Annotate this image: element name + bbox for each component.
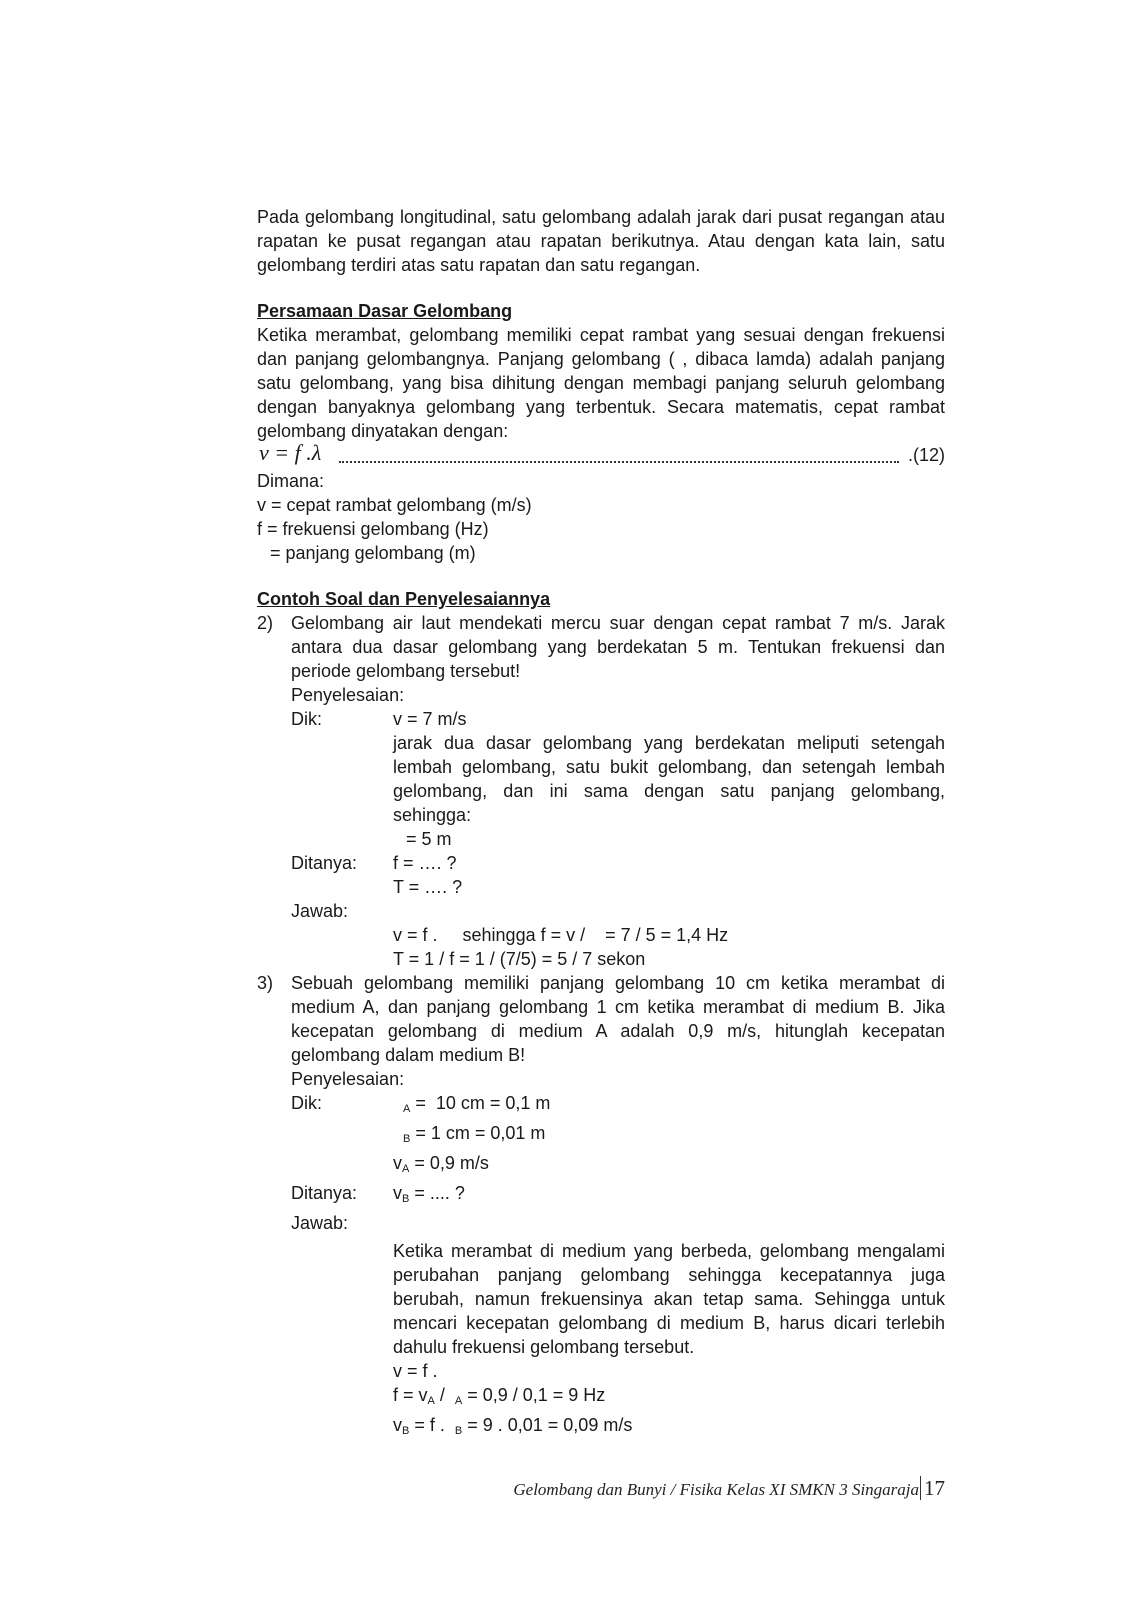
- dik-row: [291, 707, 945, 851]
- page-content: [257, 205, 945, 1443]
- dik-lambda-b: $_B$ = 1 cm = 0,01 m: [403, 1123, 546, 1145]
- penyelesaian-label: Penyelesaian:: [291, 685, 405, 705]
- spacer: [257, 277, 945, 299]
- example-question: Gelombang air laut mendekati mercu suar dengan cepat rambat 7 m/s. Jarak antara dua dasar gelombang yang berdekatan 5 m. Tentukan frekuensi dan periode gelombang tersebut!: [291, 613, 945, 681]
- jawab-eq-1: v = f .: [393, 1361, 438, 1381]
- spacer: [257, 565, 945, 587]
- dik-label: Dik:: [291, 1093, 322, 1113]
- dik-va: $v_A = 0,9$ m/s: [393, 1153, 489, 1175]
- jawab-eq-3: $v_B = f$ . $_B$ = 9 . 0,01 = 0,09 m/s: [393, 1415, 633, 1437]
- ditanya-label: Ditanya:: [291, 1183, 358, 1203]
- jawab-step-2: T = 1 / f = 1 / (7/5) = 5 / 7 sekon: [393, 949, 646, 969]
- intro-paragraph: Pada gelombang longitudinal, satu gelombang adalah jarak dari pusat regangan atau rapatan ke pusat regangan atau rapatan berikutnya. Atau dengan kata lain, satu gelombang terdiri atas satu rapatan dan satu regangan.: [257, 207, 945, 275]
- jawab-explanation: Ketika merambat di medium yang berbeda, gelombang mengalami perubahan panjang gelombang sehingga kecepatannya juga berubah, namun frekuensinya akan tetap sama. Sehingga untuk mencari kecepatan gelombang di medium B, harus dicari terlebih dahulu frekuensi gelombang tersebut.: [393, 1241, 945, 1357]
- dik-lambda-value: = 5 m: [406, 829, 452, 849]
- ditanya-label: Ditanya:: [291, 853, 358, 873]
- formula-expression: v = f .λ: [259, 440, 322, 465]
- example-3: [257, 971, 945, 1443]
- dik-value: v = 7 m/s: [393, 709, 467, 729]
- example-number: 3): [257, 973, 274, 993]
- section-heading-contoh: Contoh Soal dan Penyelesaiannya: [257, 589, 551, 609]
- page-footer: [257, 1476, 945, 1501]
- formula-leader-dots: [339, 447, 899, 463]
- footer-text: Gelombang dan Bunyi / Fisika Kelas XI SMKN 3 Singaraja: [513, 1480, 919, 1499]
- jawab-step-1: v = f . sehingga f = v / = 7 / 5 = 1,4 Hz: [393, 925, 729, 945]
- ditanya-row: [291, 851, 945, 899]
- section-body-persamaan: Ketika merambat, gelombang memiliki cepat rambat yang sesuai dengan frekuensi dan panjang gelombangnya. Panjang gelombang ( , dibaca lamda) adalah panjang satu gelombang, yang bisa dihitung dengan membagi panjang seluruh gelombang dengan banyaknya gelombang yang terbentuk. Secara matematis, cepat rambat gelombang dinyatakan dengan:: [257, 325, 945, 441]
- formula-number: .(12): [907, 445, 945, 465]
- page-number: 17: [920, 1476, 945, 1500]
- jawab-eq-2: $f = v_A / _A = 0,9 / 0,1 = 9$ Hz: [393, 1385, 606, 1407]
- definition-f: f = frekuensi gelombang (Hz): [257, 519, 489, 539]
- ditanya-f: f = …. ?: [393, 853, 457, 873]
- jawab-label: Jawab:: [291, 901, 349, 921]
- formula-line: [257, 441, 945, 469]
- definition-v: v = cepat rambat gelombang (m/s): [257, 495, 532, 515]
- dik-lambda-a: $_A$ = 10 cm = 0,1 m: [403, 1093, 551, 1115]
- section-heading-persamaan: Persamaan Dasar Gelombang: [257, 301, 513, 321]
- dimana-label: Dimana:: [257, 471, 325, 491]
- ditanya-row: [291, 1181, 945, 1211]
- example-2: [257, 611, 945, 971]
- dik-row: [291, 1091, 945, 1181]
- example-number: 2): [257, 613, 274, 633]
- jawab-row: [291, 923, 945, 971]
- example-question: Sebuah gelombang memiliki panjang gelombang 10 cm ketika merambat di medium A, dan panjang gelombang 1 cm ketika merambat di medium B. Jika kecepatan gelombang di medium A adalah 0,9 m/s, hitunglah kecepatan gelombang dalam medium B!: [291, 973, 945, 1065]
- dik-label: Dik:: [291, 709, 322, 729]
- penyelesaian-label: Penyelesaian:: [291, 1069, 405, 1089]
- ditanya-vb: $v_B$ = .... ?: [393, 1183, 465, 1205]
- dik-explanation: jarak dua dasar gelombang yang berdekatan meliputi setengah lembah gelombang, satu bukit gelombang, dan setengah lembah gelombang, dan ini sama dengan satu panjang gelombang, sehingga:: [393, 733, 945, 825]
- definition-lambda: = panjang gelombang (m): [270, 543, 476, 563]
- jawab-row: [291, 1239, 945, 1443]
- ditanya-t: T = …. ?: [393, 877, 463, 897]
- jawab-label: Jawab:: [291, 1213, 349, 1233]
